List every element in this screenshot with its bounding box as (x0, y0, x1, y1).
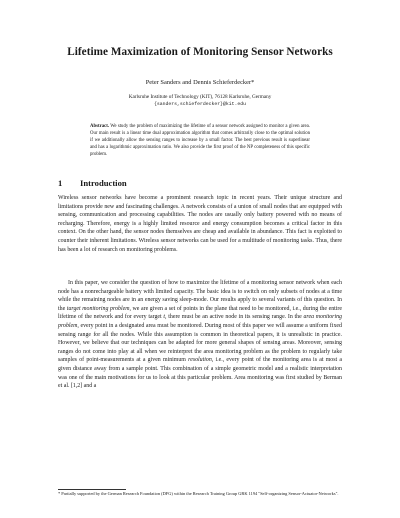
section-number: 1 (58, 178, 63, 188)
paragraph-2: In this paper, we consider the question of how to maximize the lifetime of a monitoring sensor network when each node has a nonrechargeable battery with limited capacity. The basic idea is to switch on only subsets of nodes at a time while the remaining nodes are in an energy saving sleep-mode. Our results apply to several variants of this question. In the target monitoring problem, we are given a set of points in the plane that need to be monitored, i.e., during the entire lifetime of the network and for every target t, there must be an active node in its sensing range. In the area monitoring problem, every point in a designated area must be monitored. During most of this paper we will assume a uniform fixed sensing range for all the nodes. While this assumption is common in theoretical papers, it is unrealistic in practice. However, we believe that our techniques can be adapted for more general shapes of sensing areas. Moreover, sensing ranges do not come into play at all when we reinterpret the area monitoring problem as the problem to regularly take samples of point-measurements at a given minimum resolution, i.e., every point of the monitoring area is at most a given distance away from a sample point. This combination of a simple geometric model and a realistic interpretation was one of the main motivations for us to look at this particular problem. Area monitoring was first studied by Berman et al. [1,2] and a (58, 280, 342, 390)
email: {sanders,schieferdecker}@kit.edu (153, 102, 247, 107)
term-target-monitoring: target monitoring problem (66, 305, 130, 312)
paragraph-1: Wireless sensor networks have become a prominent research topic in recent years. Their unique structure and limitations provide new and fascinating challenges. A network consists of a union of small nodes that are equipped with sensing, communication and processing capabilities. The nodes are usually only battery powered with no means of recharging. Therefore, energy is a highly limited resource and energy consumption becomes a critical factor in this context. On the other hand, the sensor nodes themselves are cheap and available in abundance. This fact is exploited to counter their inherent limitations. Wireless sensor networks can be used for a multitude of monitoring tasks. Thus, there has been a lot of research on monitoring problems. (58, 195, 342, 253)
paper-title: Lifetime Maximization of Monitoring Sensor Networks (67, 46, 333, 58)
abstract-label: Abstract. (90, 124, 110, 129)
section-title: Introduction (80, 178, 127, 188)
affiliation-block (0, 94, 400, 108)
footnote-rule (58, 489, 126, 490)
abstract-text: We study the problem of maximizing the lifetime of a sensor network assigned to monitor a given area. Our main result is a linear time dual approximation algorithm that comes arbitrarily close to the optimal solution if we additionally allow the sensing ranges to increase by a small factor. The best previous result is superlinear and has a logarithmic approximation ratio. We also provide the first proof of the NP completeness of this specific problem. (90, 124, 310, 157)
abstract (90, 124, 310, 159)
affiliation: Karlsruhe Institute of Technology (KIT), 76128 Karlsruhe, Germany (128, 94, 272, 100)
term-area-monitoring: area monitoring problem (58, 314, 342, 329)
paper-authors: Peter Sanders and Dennis Schieferdecker* (145, 79, 255, 86)
section-heading (58, 178, 127, 188)
footnote: * Partially supported by the German Research Foundation (DFG) within the Research Training Group GRK 1194 "Self-organizing Sensor-Actuator-Networks". (58, 491, 339, 496)
